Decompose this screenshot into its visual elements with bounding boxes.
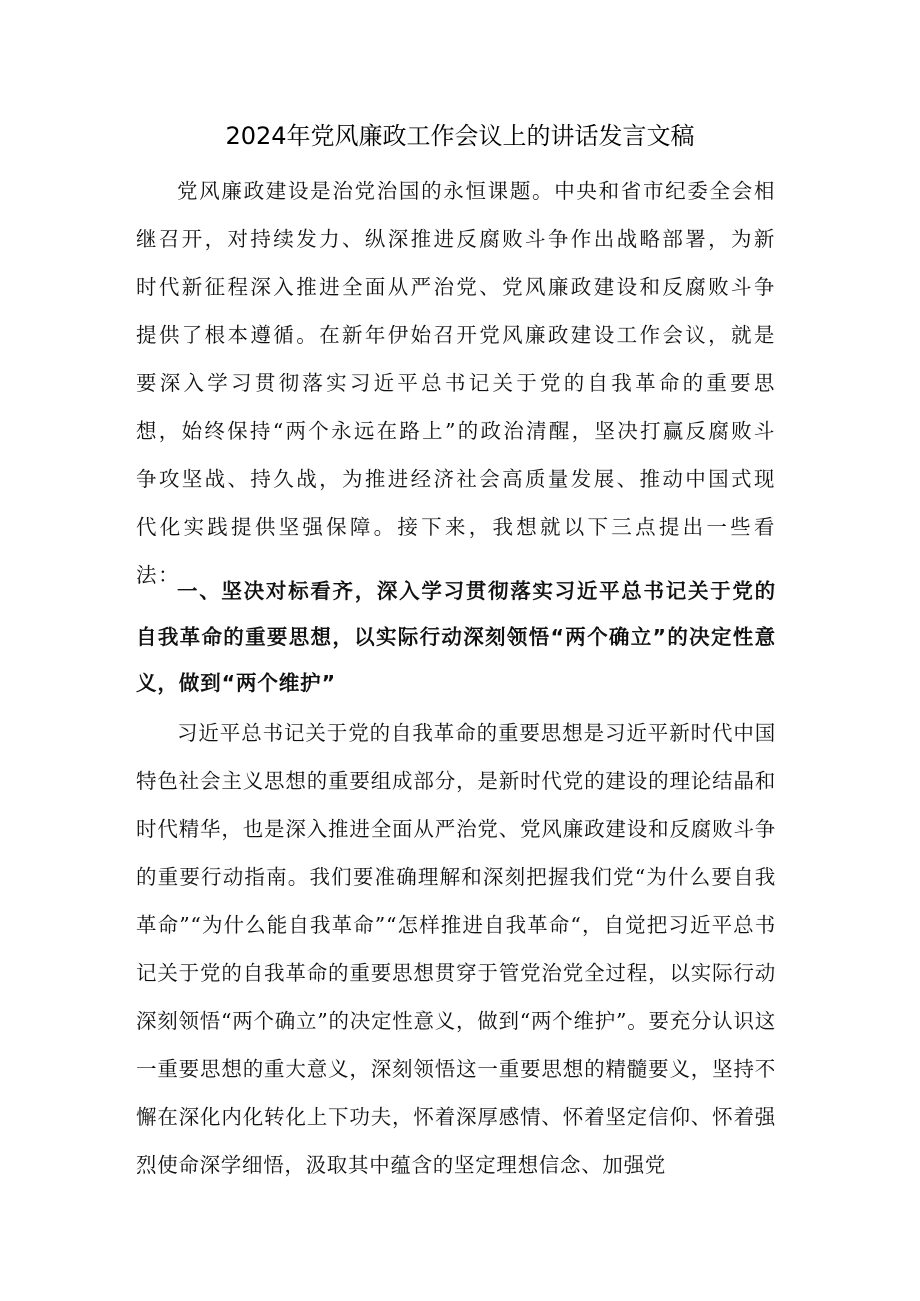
body-paragraph: 习近平总书记关于党的自我革命的重要思想是习近平新时代中国特色社会主义思想的重要组成部分，是新时代党的建设的理论结晶和时代精华，也是深入推进全面从严治党、党风廉政建设和反腐败斗争的重要行动指南。我们要准确理解和深刻把握我们党“为什么要自我革命”“为什么能自我革命”“怎样推进自我革命“，自觉把习近平总书记关于党的自我革命的重要思想贯穿于管党治党全过程，以实际行动深刻领悟“两个确立”的决定性意义，做到“两个维护”。要充分认识这一重要思想的重大意义，深刻领悟这一重要思想的精髓要义，坚持不懈在深化内化转化上下功夫，怀着深厚感情、怀着坚定信仰、怀着强烈使命深学细悟，汲取其中蕴含的坚定理想信念、加强党 — [136, 721, 776, 1177]
intro-paragraph: 党风廉政建设是治党治国的永恒课题。中央和省市纪委全会相继召开，对持续发力、纵深推进反腐败斗争作出战略部署，为新时代新征程深入推进全面从严治党、党风廉政建设和反腐败斗争提供了根本遵循。在新年伊始召开党风廉政建设工作会议，就是要深入学习贯彻落实习近平总书记关于党的自我革命的重要思想，始终保持“两个永远在路上”的政治清醒，坚决打赢反腐败斗争攻坚战、持久战，为推进经济社会高质量发展、推动中国式现代化实践提供坚强保障。接下来，我想就以下三点提出一些看法： — [136, 179, 776, 587]
section-heading: 一、坚决对标看齐，深入学习贯彻落实习近平总书记关于党的自我革命的重要思想，以实际行动深刻领悟“两个确立”的决定性意义，做到“两个维护” — [136, 579, 776, 695]
document-title: 2024年党风廉政工作会议上的讲话发言文稿 — [225, 122, 695, 150]
